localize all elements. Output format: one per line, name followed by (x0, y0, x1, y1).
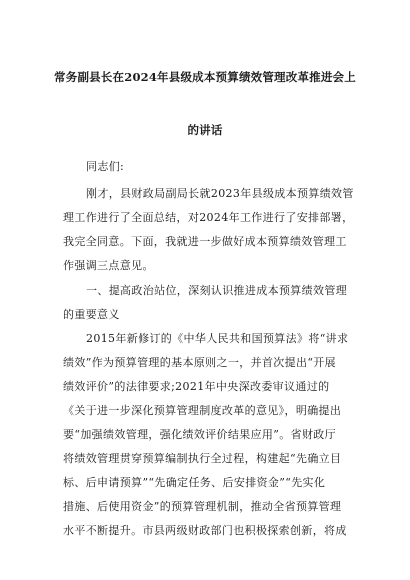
paragraph-line: 作强调三点意见。 (63, 259, 154, 272)
speech-title-line-1: 常务副县长在2024年县级成本预算绩效管理改革推进会上 (54, 70, 356, 84)
paragraph-line: 要“加强绩效管理，强化绩效评价结果应用”。省财政厅 (63, 428, 336, 441)
paragraph-line: 措施、后使用资金”的预算管理机制，推动全省预算管理 (63, 500, 342, 513)
section-heading-line: 的重要意义 (63, 308, 120, 321)
paragraph-line: 将绩效管理贯穿预算编制执行全过程，构建起“先确立目 (63, 452, 342, 465)
salutation: 同志们: (86, 160, 125, 173)
paragraph-line: 理工作进行了全面总结，对2024年工作进行了安排部署， (63, 211, 354, 224)
paragraph-line: 绩效评价”的法律要求;2021年中央深改委审议通过的 (63, 380, 330, 393)
paragraph-line: 绩效”作为预算管理的基本原则之一，并首次提出“开展 (63, 356, 336, 369)
paragraph-line: 水平不断提升。市县两级财政部门也积极探索创新，将成 (63, 524, 347, 537)
paragraph-line: 标、后申请预算”“先确定任务、后安排资金”“先实化 (63, 476, 326, 489)
section-heading-line: 一、提高政治站位，深刻认识推进成本预算绩效管理 (86, 284, 348, 297)
paragraph-line: 2015年新修订的《中华人民共和国预算法》将“讲求 (86, 332, 349, 345)
paragraph-line: 刚才，县财政局副局长就2023年县级成本预算绩效管 (86, 187, 354, 200)
paragraph-line: 我完全同意。下面，我就进一步做好成本预算绩效管理工 (63, 235, 347, 248)
paragraph-line: 《关于进一步深化预算管理制度改革的意见》，明确提出 (63, 404, 342, 417)
speech-title-line-2: 的讲话 (187, 123, 223, 137)
